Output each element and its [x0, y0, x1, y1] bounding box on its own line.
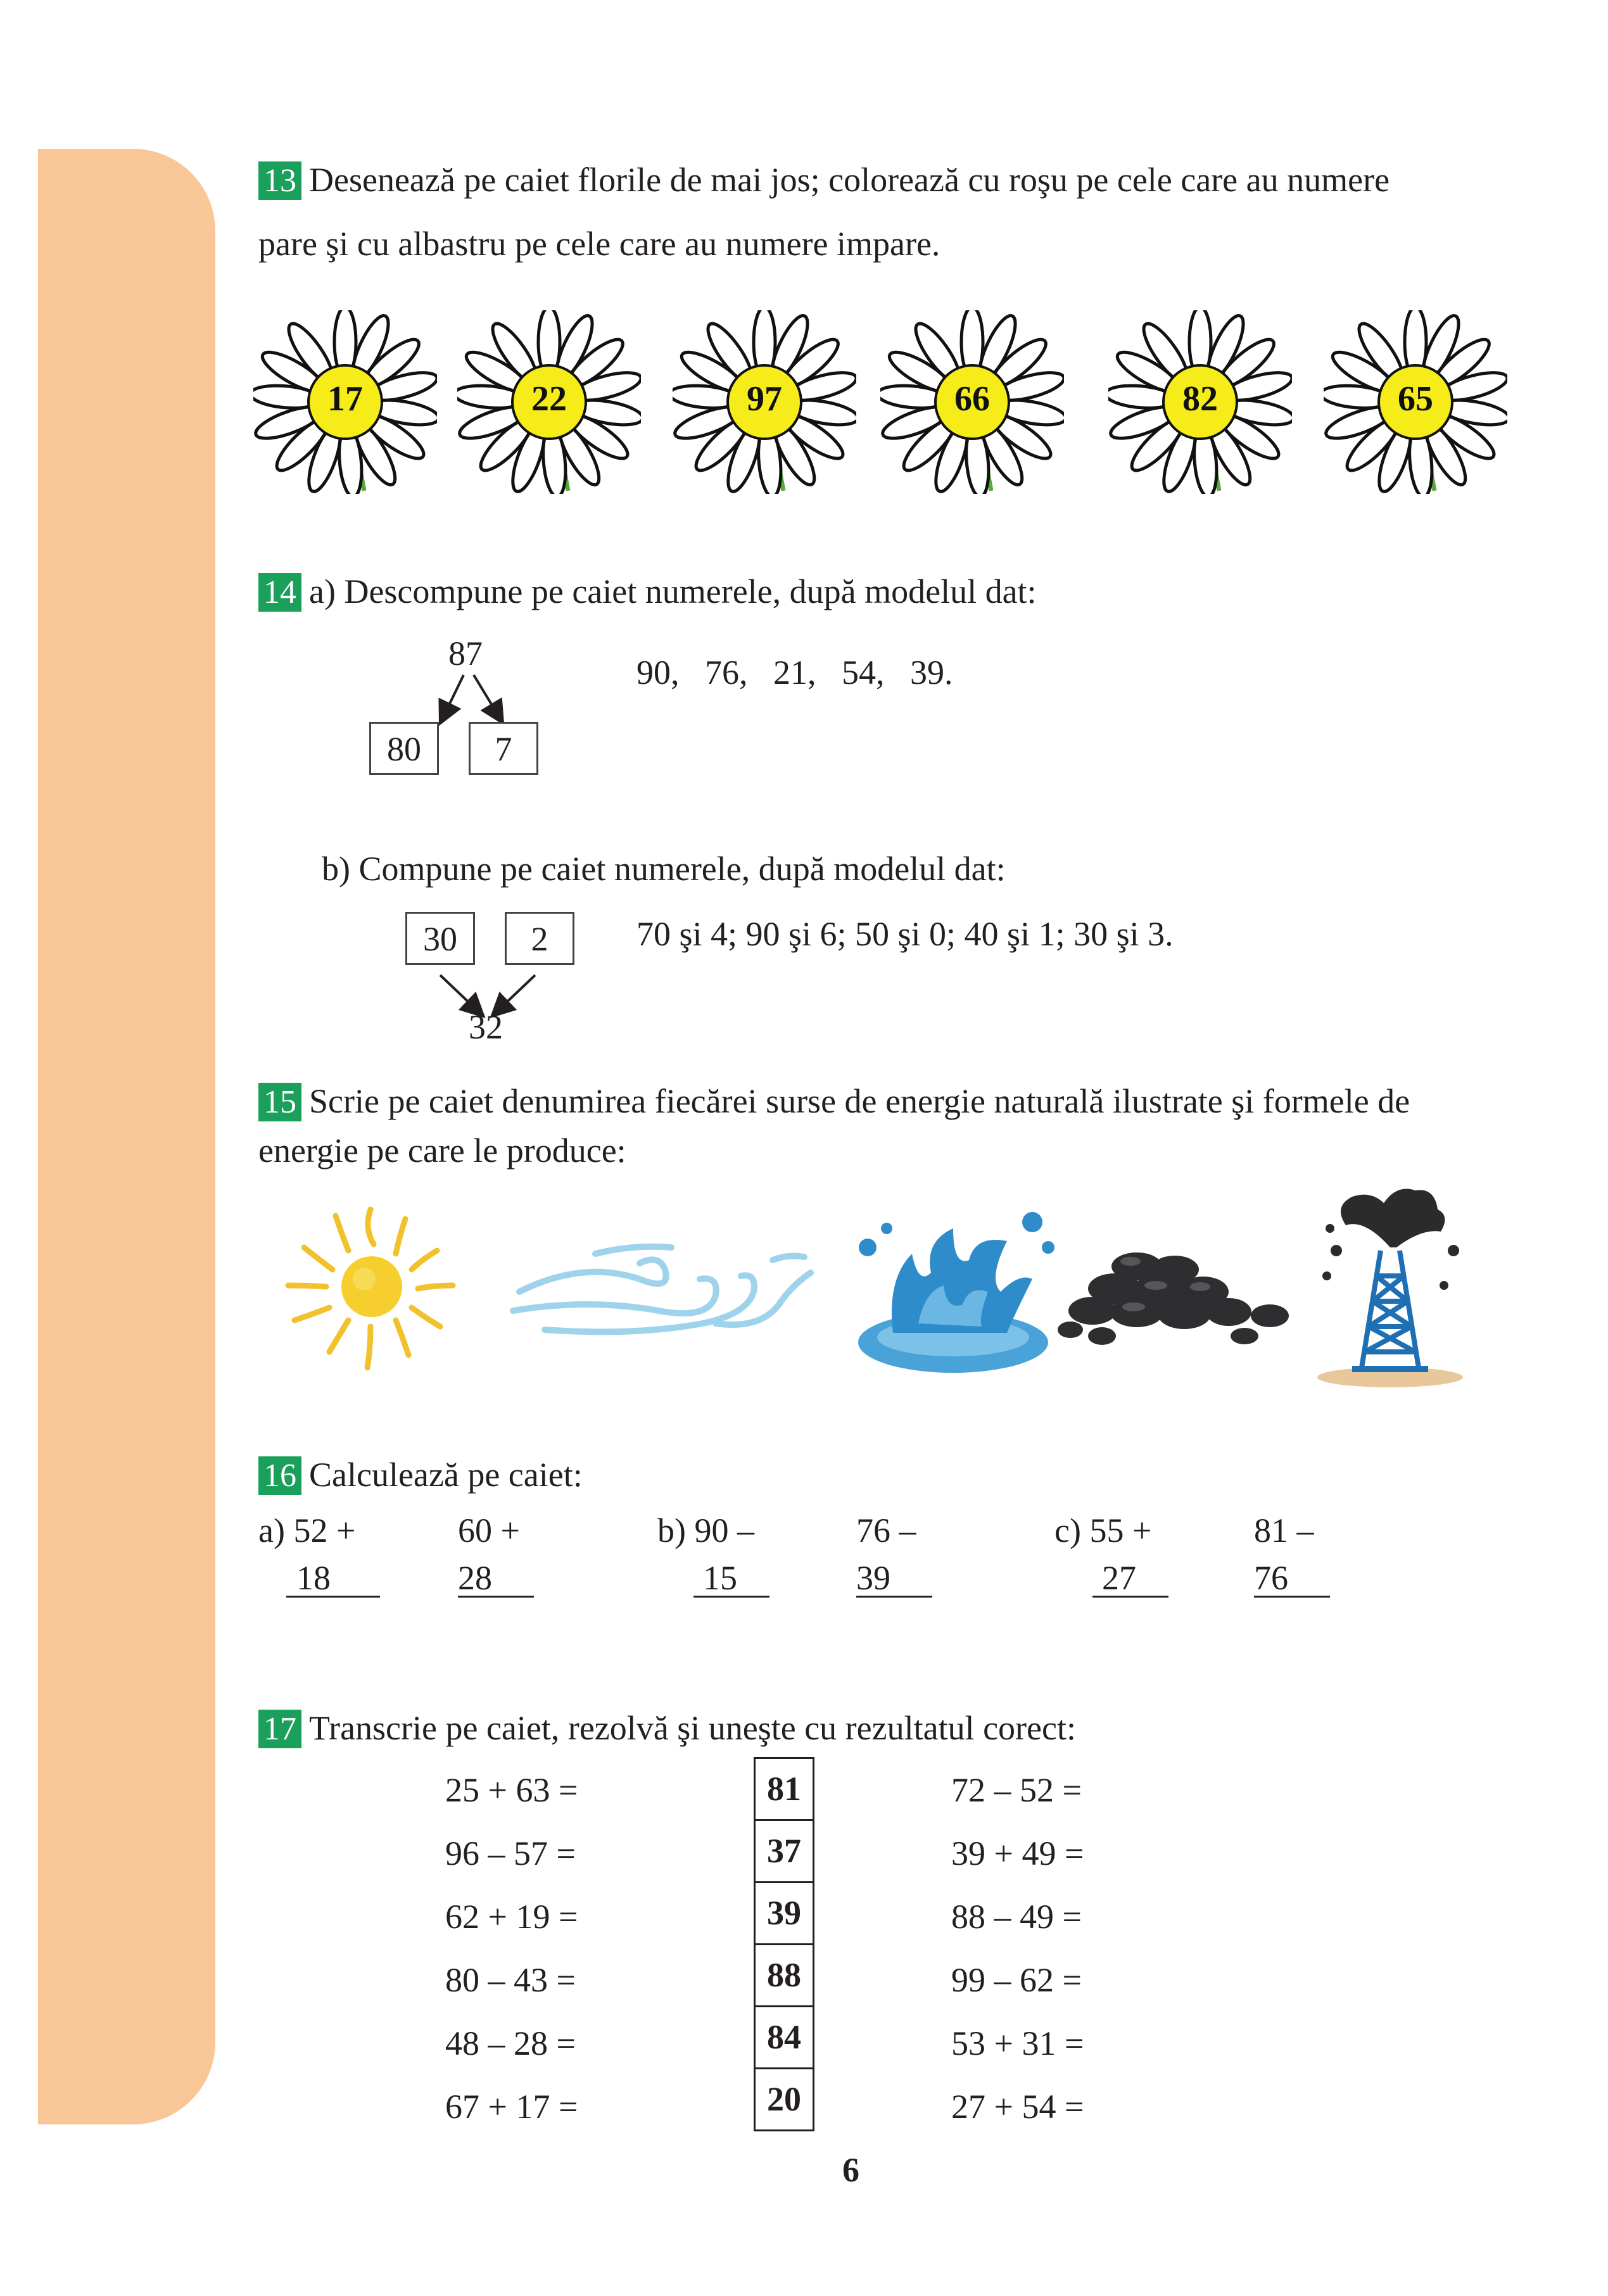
- sum-line: [286, 1596, 380, 1598]
- ex16-op-c1-bottom: 27: [1102, 1559, 1136, 1597]
- split-arrows-icon: [431, 671, 519, 728]
- sum-line: [1092, 1596, 1168, 1598]
- result-cell: 39: [756, 1883, 813, 1945]
- sun-icon: [269, 1190, 472, 1380]
- flower-4: [880, 310, 1064, 494]
- ex14-b-tens-box: 30: [405, 912, 475, 965]
- ex13-line1: [258, 161, 1390, 200]
- water-icon: [842, 1197, 1064, 1387]
- ex14-a-total: 87: [448, 634, 483, 672]
- ex14-a-line: [258, 573, 1037, 612]
- sum-line: [856, 1596, 932, 1598]
- ex17-right-6: 27 + 54 =: [951, 2088, 1084, 2126]
- ex16-op-a2-top: 60 +: [458, 1511, 520, 1549]
- flower-2: [457, 310, 641, 494]
- ex16-op-c2-bottom: 76: [1254, 1559, 1288, 1597]
- coal-icon: [1054, 1241, 1301, 1349]
- ex14-b-pairs: 70 şi 4; 90 şi 6; 50 şi 0; 40 şi 1; 30 şi 3.: [636, 915, 1174, 953]
- ex17-left-4: 80 – 43 =: [445, 1961, 576, 1999]
- ex14-a-units-box: 7: [469, 722, 538, 775]
- result-cell: 37: [756, 1821, 813, 1883]
- ex16-op-a1-bottom: 18: [296, 1559, 331, 1597]
- ex17-right-2: 39 + 49 =: [951, 1834, 1084, 1872]
- ex16-title-line: [258, 1456, 583, 1495]
- ex15-number: 15: [258, 1083, 301, 1121]
- ex16-title: Calculează pe caiet:: [309, 1456, 583, 1494]
- ex16-op-b1-bottom: 15: [703, 1559, 737, 1597]
- flower-number: 82: [1182, 379, 1218, 419]
- ex17-left-2: 96 – 57 =: [445, 1834, 576, 1872]
- ex16-op-b2-top: 76 –: [856, 1511, 916, 1549]
- ex14-number: 14: [258, 573, 301, 612]
- ex14-a-text: a) Descompune pe caiet numerele, după modelul dat:: [309, 572, 1037, 610]
- ex15-text1: Scrie pe caiet denumirea fiecărei surse de energie naturală ilustrate şi formele de: [309, 1082, 1410, 1120]
- ex15-line1: [258, 1083, 1410, 1121]
- wind-icon: [507, 1235, 823, 1349]
- ex15-line2: energie pe care le produce:: [258, 1132, 626, 1170]
- ex16-op-a1-top: a) 52 +: [258, 1511, 356, 1549]
- ex14-a-tens-box: 80: [369, 722, 439, 775]
- side-tab: [38, 149, 215, 2124]
- result-cell: 20: [767, 2080, 801, 2118]
- flower-number: 66: [954, 379, 990, 419]
- ex13-text1: Desenează pe caiet florile de mai jos; colorează cu roşu pe cele care au numere: [309, 161, 1390, 199]
- ex16-op-c1-top: c) 55 +: [1054, 1511, 1152, 1549]
- ex16-op-b2-bottom: 39: [856, 1559, 890, 1597]
- result-cell: 81: [756, 1759, 813, 1821]
- ex13-line2: pare şi cu albastru pe cele care au numere impare.: [258, 225, 940, 263]
- ex17-left-5: 48 – 28 =: [445, 2024, 576, 2062]
- flower-6: [1324, 310, 1507, 494]
- ex14-b-total: 32: [469, 1008, 503, 1046]
- ex16-op-c2-top: 81 –: [1254, 1511, 1314, 1549]
- ex17-right-4: 99 – 62 =: [951, 1961, 1082, 1999]
- oil-well-icon: [1308, 1181, 1472, 1390]
- flower-number: 17: [327, 379, 363, 419]
- ex17-title-line: [258, 1710, 1076, 1748]
- ex14-a-numbers: 90, 76, 21, 54, 39.: [636, 653, 953, 691]
- flower-5: [1108, 310, 1292, 494]
- ex17-right-1: 72 – 52 =: [951, 1771, 1082, 1809]
- ex17-right-5: 53 + 31 =: [951, 2024, 1084, 2062]
- ex16-op-b1-top: b) 90 –: [657, 1511, 754, 1549]
- result-cell: 84: [756, 2007, 813, 2069]
- sum-line: [693, 1596, 769, 1598]
- ex17-left-1: 25 + 63 =: [445, 1771, 578, 1809]
- ex17-number: 17: [258, 1710, 301, 1748]
- page-number: 6: [842, 2151, 859, 2189]
- ex16-op-a2-bottom: 28: [458, 1559, 492, 1597]
- sum-line: [458, 1596, 534, 1598]
- flower-3: [673, 310, 856, 494]
- result-cell: 88: [756, 1945, 813, 2007]
- ex17-left-6: 67 + 17 =: [445, 2088, 578, 2126]
- results-column: [754, 1757, 814, 2131]
- flower-number: 97: [747, 379, 782, 419]
- ex14-b-text: b) Compune pe caiet numerele, după modelul dat:: [322, 850, 1006, 888]
- ex13-number: 13: [258, 161, 301, 200]
- ex17-title: Transcrie pe caiet, rezolvă şi uneşte cu rezultatul corect:: [309, 1709, 1076, 1747]
- ex16-number: 16: [258, 1456, 301, 1495]
- ex14-b-units-box: 2: [505, 912, 574, 965]
- flower-1: [253, 310, 437, 494]
- sum-line: [1254, 1596, 1330, 1598]
- flower-number: 65: [1398, 379, 1433, 419]
- flower-number: 22: [531, 379, 567, 419]
- ex17-left-3: 62 + 19 =: [445, 1898, 578, 1936]
- ex17-right-3: 88 – 49 =: [951, 1898, 1082, 1936]
